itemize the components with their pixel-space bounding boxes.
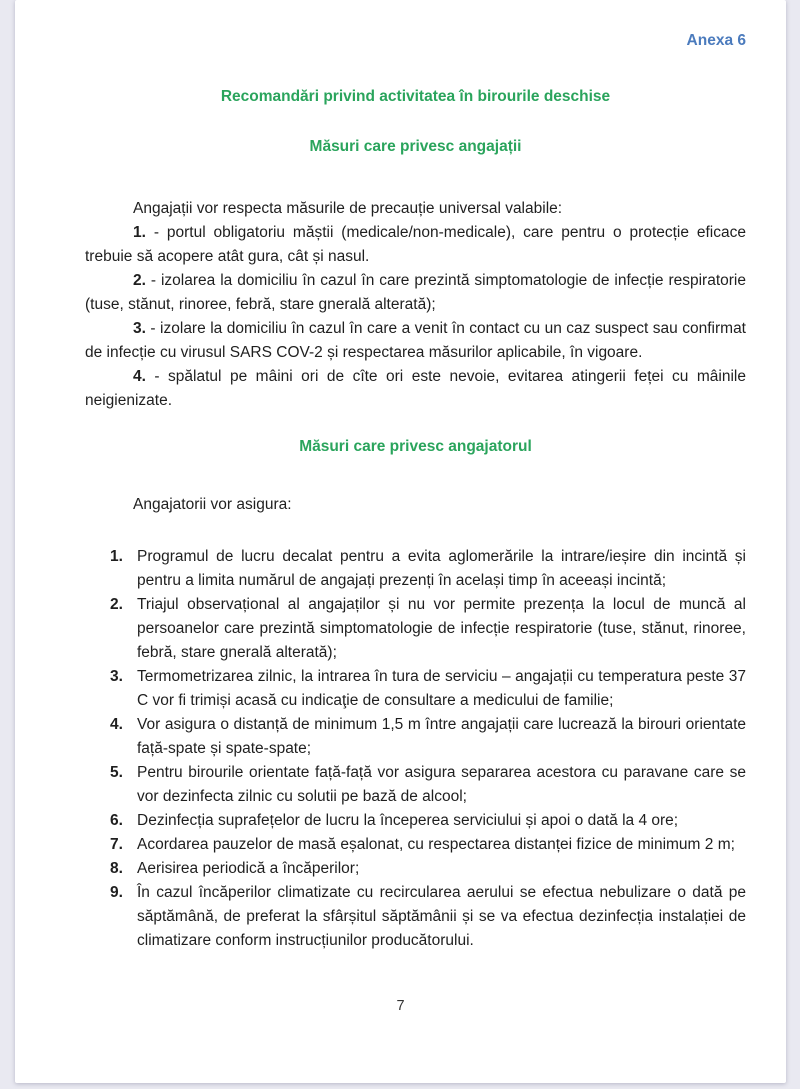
employees-intro: Angajații vor respecta măsurile de precauție universal valabile:: [133, 200, 563, 217]
item-text: Dezinfecția suprafețelor de lucru la începerea serviciului și apoi o dată la 4 ore;: [137, 812, 679, 829]
employer-item-8: [85, 857, 746, 881]
employees-item-4: [85, 365, 746, 413]
item-number: 6.: [110, 812, 123, 829]
item-text: Programul de lucru decalat pentru a evita aglomerările la intrare/ieșire din incintă și pentru a limita numărul de angajați prezenți în același timp în aceeași incintă;: [137, 548, 746, 589]
item-text: - spălatul pe mâini ori de cîte ori este nevoie, evitarea atingerii feței cu mâinile neigienizate.: [85, 368, 747, 409]
document-page: [15, 0, 786, 1083]
employer-item-2: [85, 593, 746, 665]
employer-list: [85, 545, 746, 953]
item-text: - portul obligatoriu măștii (medicale/non-medicale), care pentru o protecție eficace trebuie să acopere atât gura, cât și nasul.: [85, 224, 746, 265]
employer-item-9: [85, 881, 746, 953]
item-number: 4.: [110, 716, 123, 733]
page-number: 7: [396, 998, 405, 1014]
employer-item-1: [85, 545, 746, 593]
item-text: Vor asigura o distanță de minimum 1,5 m între angajații care lucrează la birouri orientate față-spate și spate-spate;: [137, 716, 746, 757]
employer-item-6: [85, 809, 746, 833]
item-text: Termometrizarea zilnic, la intrarea în tura de serviciu – angajații cu temperatura peste 37 C vor fi trimiși acasă cu indicaţie de consultare a medicului de familie;: [137, 668, 746, 709]
item-text: Acordarea pauzelor de masă eșalonat, cu respectarea distanței fizice de minimum 2 m;: [137, 836, 735, 853]
item-text: Triajul observațional al angajaților și nu vor permite prezența la locul de muncă al persoanelor care prezintă simptomatologie de infecție respiratorie (tuse, stănut, rinoree, febră, stare gnerală alterată);: [137, 596, 746, 661]
item-number: 3.: [110, 668, 123, 685]
employer-item-7: [85, 833, 746, 857]
item-number: 3.: [133, 320, 146, 337]
employees-section: [85, 197, 746, 413]
item-number: 5.: [110, 764, 123, 781]
item-text: Aerisirea periodică a încăperilor;: [137, 860, 360, 877]
section-title-employees: Măsuri care privesc angajații: [309, 138, 522, 155]
item-number: 2.: [133, 272, 146, 289]
item-number: 1.: [133, 224, 146, 241]
item-number: 8.: [110, 860, 123, 877]
item-text: Pentru birourile orientate față-față vor asigura separarea acestora cu paravane care se vor dezinfecta zilnic cu solutii pe bază de alcool;: [137, 764, 746, 805]
item-text: - izolarea la domiciliu în cazul în care prezintă simptomatologie de infecție respiratorie (tuse, stănut, rinoree, febră, stare gnerală alterată);: [85, 272, 746, 313]
employer-item-3: [85, 665, 746, 713]
item-number: 1.: [110, 548, 123, 565]
annex-label: Anexa 6: [686, 32, 746, 49]
employer-item-4: [85, 713, 746, 761]
document-title: Recomandări privind activitatea în birourile deschise: [220, 88, 611, 105]
employees-item-3: [85, 317, 746, 365]
item-text: În cazul încăperilor climatizate cu recircularea aerului se efectua nebulizare o dată pe săptămână, de preferat la sfârșitul săptămânii și se va efectua dezinfecția instalației de climatizare conform instrucțiunilor producătorului.: [137, 884, 746, 949]
item-number: 7.: [110, 836, 123, 853]
employer-item-5: [85, 761, 746, 809]
employees-item-2: [85, 269, 746, 317]
employees-item-1: [85, 221, 746, 269]
item-number: 4.: [133, 368, 146, 385]
item-number: 9.: [110, 884, 123, 901]
section-title-employer: Măsuri care privesc angajatorul: [299, 438, 532, 455]
employer-intro: Angajatorii vor asigura:: [133, 496, 292, 513]
item-text: - izolare la domiciliu în cazul în care a venit în contact cu un caz suspect sau confirmat de infecție cu virusul SARS COV-2 și respectarea măsurilor aplicabile, în vigoare.: [85, 320, 746, 361]
employer-section: [85, 493, 746, 953]
item-number: 2.: [110, 596, 123, 613]
